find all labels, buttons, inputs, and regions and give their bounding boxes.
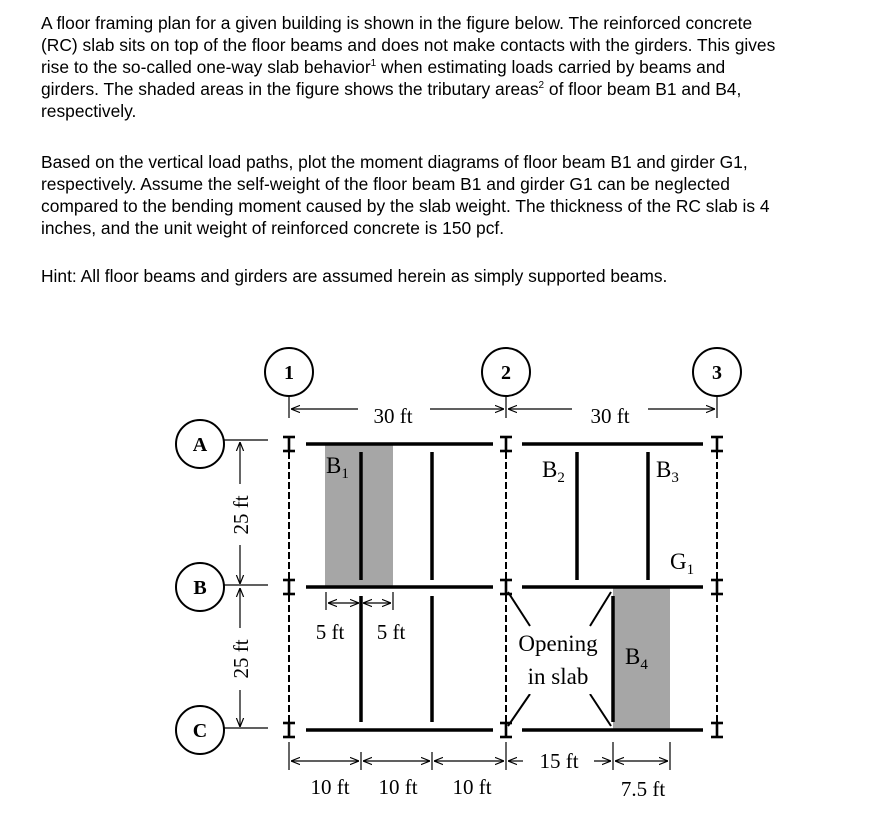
dim-label-30ft: 30 ft [373, 404, 413, 428]
column-i-section [283, 437, 295, 451]
dim-label-25ft: 25 ft [229, 639, 253, 679]
dim-label-7-5ft: 7.5 ft [620, 777, 666, 801]
grid-label: 1 [284, 362, 294, 384]
dim-label-5ft: 5 ft [376, 620, 406, 644]
column-i-section [711, 437, 723, 451]
column-i-section [283, 723, 295, 737]
label-g1: $G_1$ [670, 549, 695, 578]
column-i-section [711, 723, 723, 737]
hint-text: Hint: All floor beams and girders are assumed herein as simply supported beams. [41, 266, 668, 286]
grid-bubble-1 [265, 348, 313, 396]
label-b2: $B_2$ [542, 457, 565, 486]
grid-label: C [192, 720, 208, 742]
dim-label-10ft: 10 ft [452, 775, 492, 799]
dim-label-10ft: 10 ft [310, 775, 350, 799]
grid-bubble-2 [482, 348, 530, 396]
grid-bubble-c [176, 706, 224, 754]
column-i-section [500, 580, 512, 594]
text-line: compared to the bending moment caused by the slab weight. The thickness of the RC slab is 4 [41, 196, 770, 216]
opening-label: in slab [527, 664, 589, 689]
text-line: (RC) slab sits on top of the floor beams and does not make contacts with the girders. This gives [41, 35, 776, 55]
grid-bubble-b [176, 563, 224, 611]
footnote-marker: 1 [370, 58, 377, 69]
text-line: respectively. [41, 101, 137, 121]
column-i-section [500, 437, 512, 451]
grid-label: B [193, 577, 207, 599]
grid-bubble-a [176, 420, 224, 468]
text-line: Based on the vertical load paths, plot the moment diagrams of floor beam B1 and girder G1, [41, 152, 748, 172]
text-line: respectively. Assume the self-weight of the floor beam B1 and girder G1 can be neglected [41, 174, 730, 194]
dim-label-10ft: 10 ft [378, 775, 418, 799]
text-span: of floor beam B1 and B4, [544, 79, 742, 99]
bottom-dimensions [291, 752, 668, 770]
column-i-section [500, 723, 512, 737]
dim-label-30ft: 30 ft [590, 404, 630, 428]
text-line: inches, and the unit weight of reinforced concrete is 150 pcf. [41, 218, 505, 238]
column-i-section [283, 580, 295, 594]
label-b3: $B_3$ [656, 457, 679, 486]
footnote-marker: 2 [538, 80, 545, 91]
text-span: when estimating loads carried by beams and [376, 57, 726, 77]
text-span: girders. The shaded areas in the figure shows the tributary areas [41, 79, 539, 99]
dim-label-15ft: 15 ft [539, 749, 579, 773]
dim-label-5ft: 5 ft [315, 620, 345, 644]
grid-label: 3 [712, 362, 722, 384]
grid-label: A [192, 434, 208, 456]
column-i-section [711, 580, 723, 594]
text-span: rise to the so-called one-way slab behavior [41, 57, 371, 77]
label-b1: $B_1$ [326, 453, 349, 482]
grid-label: 2 [501, 362, 511, 384]
text-line: A floor framing plan for a given building is shown in the figure below. The reinforced concrete [41, 13, 753, 33]
opening-label: Opening [518, 631, 598, 656]
grid-bubble-3 [693, 348, 741, 396]
dim-label-25ft: 25 ft [229, 495, 253, 535]
label-b4: $B_4$ [625, 644, 648, 673]
